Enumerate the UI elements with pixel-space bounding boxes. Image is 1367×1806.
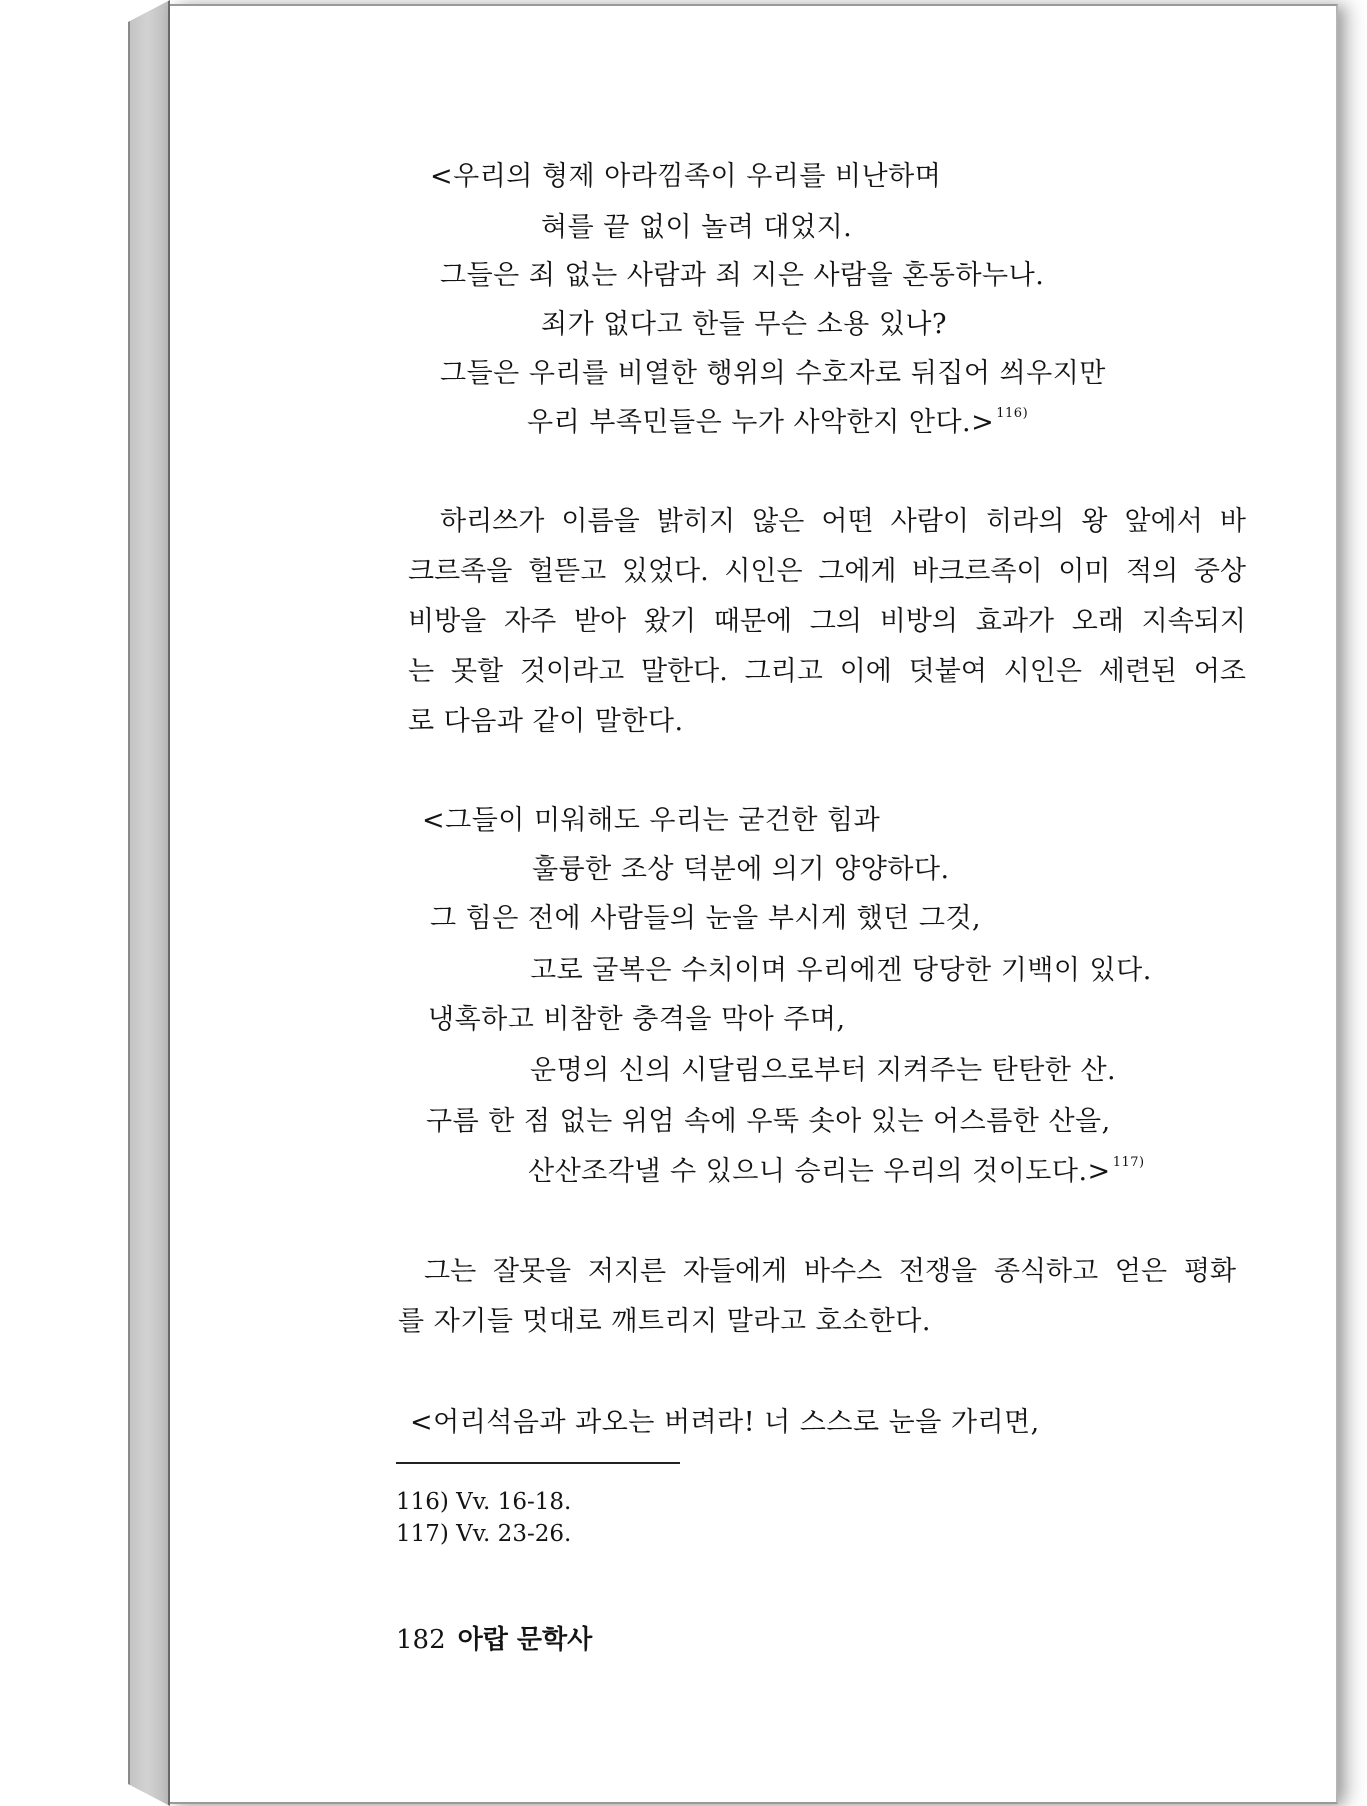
poem2-line5: 냉혹하고 비참한 충격을 막아 주며,	[428, 1004, 846, 1035]
paragraph-1-cont3	[408, 655, 1246, 689]
paragraph-2-line2: 를 자기들 멋대로 깨트리지 말라고 호소한다.	[398, 1306, 931, 1337]
page-number: 182	[396, 1625, 446, 1655]
poem2-line3: 그 힘은 전에 사람들의 눈을 부시게 했던 그것,	[430, 903, 982, 934]
poem3-line1: <어리석음과 과오는 버려라! 너 스스로 눈을 가리면,	[410, 1407, 1040, 1438]
poem1-line1: <우리의 형제 아라낌족이 우리를 비난하며	[430, 161, 942, 192]
spine-bottom-corner	[128, 1784, 170, 1806]
footnote-116: 116) Vv. 16-18.	[396, 1489, 572, 1515]
paragraph-1-line1: 하리쓰가 이름을 밝히지 않은 어떤 사람이 히라의 왕 앞에서 바	[440, 506, 1246, 537]
poem2-line6: 운명의 신의 시달림으로부터 지켜주는 탄탄한 산.	[530, 1055, 1117, 1086]
running-title: 아랍 문학사	[457, 1625, 593, 1655]
paragraph-1-cont	[408, 555, 1246, 589]
spine-top-corner	[128, 0, 170, 22]
poem1-line3: 그들은 죄 없는 사람과 죄 지은 사람을 혼동하누나.	[440, 260, 1045, 291]
paragraph-1-cont2	[408, 605, 1246, 639]
book-spine	[128, 0, 170, 1806]
page-footer	[396, 1624, 592, 1656]
footnote-ref-117: 117)	[1112, 1155, 1145, 1170]
paragraph-1-line5: 로 다음과 같이 말한다.	[408, 706, 684, 737]
poem1-line5: 그들은 우리를 비열한 행위의 수호자로 뒤집어 씌우지만	[440, 358, 1106, 389]
poem2-line4: 고로 굴복은 수치이며 우리에겐 당당한 기백이 있다.	[530, 955, 1152, 986]
footnote-117: 117) Vv. 23-26.	[396, 1521, 572, 1547]
paragraph-1	[408, 505, 1246, 539]
paragraph-2	[398, 1255, 1236, 1289]
poem2-line7: 구름 한 점 없는 위엄 속에 우뚝 솟아 있는 어스름한 산을,	[426, 1106, 1111, 1137]
paragraph-1-line4: 는 못할 것이라고 말한다. 그리고 이에 덧붙여 시인은 세련된 어조	[408, 656, 1246, 687]
poem1-line6-text: 우리 부족민들은 누가 사악한지 안다.>	[527, 407, 995, 438]
poem2-line8	[528, 1155, 1145, 1189]
paragraph-1-line3: 비방을 자주 받아 왔기 때문에 그의 비방의 효과가 오래 지속되지	[408, 606, 1246, 637]
poem1-line2: 혀를 끝 없이 놀려 대었지.	[541, 212, 853, 243]
poem2-line2: 훌륭한 조상 덕분에 의기 양양하다.	[532, 854, 950, 885]
paragraph-1-line2: 크르족을 헐뜯고 있었다. 시인은 그에게 바크르족이 이미 적의 중상	[408, 556, 1246, 587]
footnote-divider	[396, 1462, 680, 1464]
poem2-line8-text: 산산조각낼 수 있으니 승리는 우리의 것이도다.>	[528, 1156, 1111, 1187]
poem1-line4: 죄가 없다고 한들 무슨 소용 있나?	[541, 309, 947, 340]
poem1-line6	[527, 406, 1028, 440]
footnote-ref-116: 116)	[996, 406, 1029, 421]
paragraph-2-line1: 그는 잘못을 저지른 자들에게 바수스 전쟁을 종식하고 얻은 평화	[424, 1256, 1236, 1287]
poem2-line1: <그들이 미워해도 우리는 굳건한 힘과	[422, 805, 881, 836]
